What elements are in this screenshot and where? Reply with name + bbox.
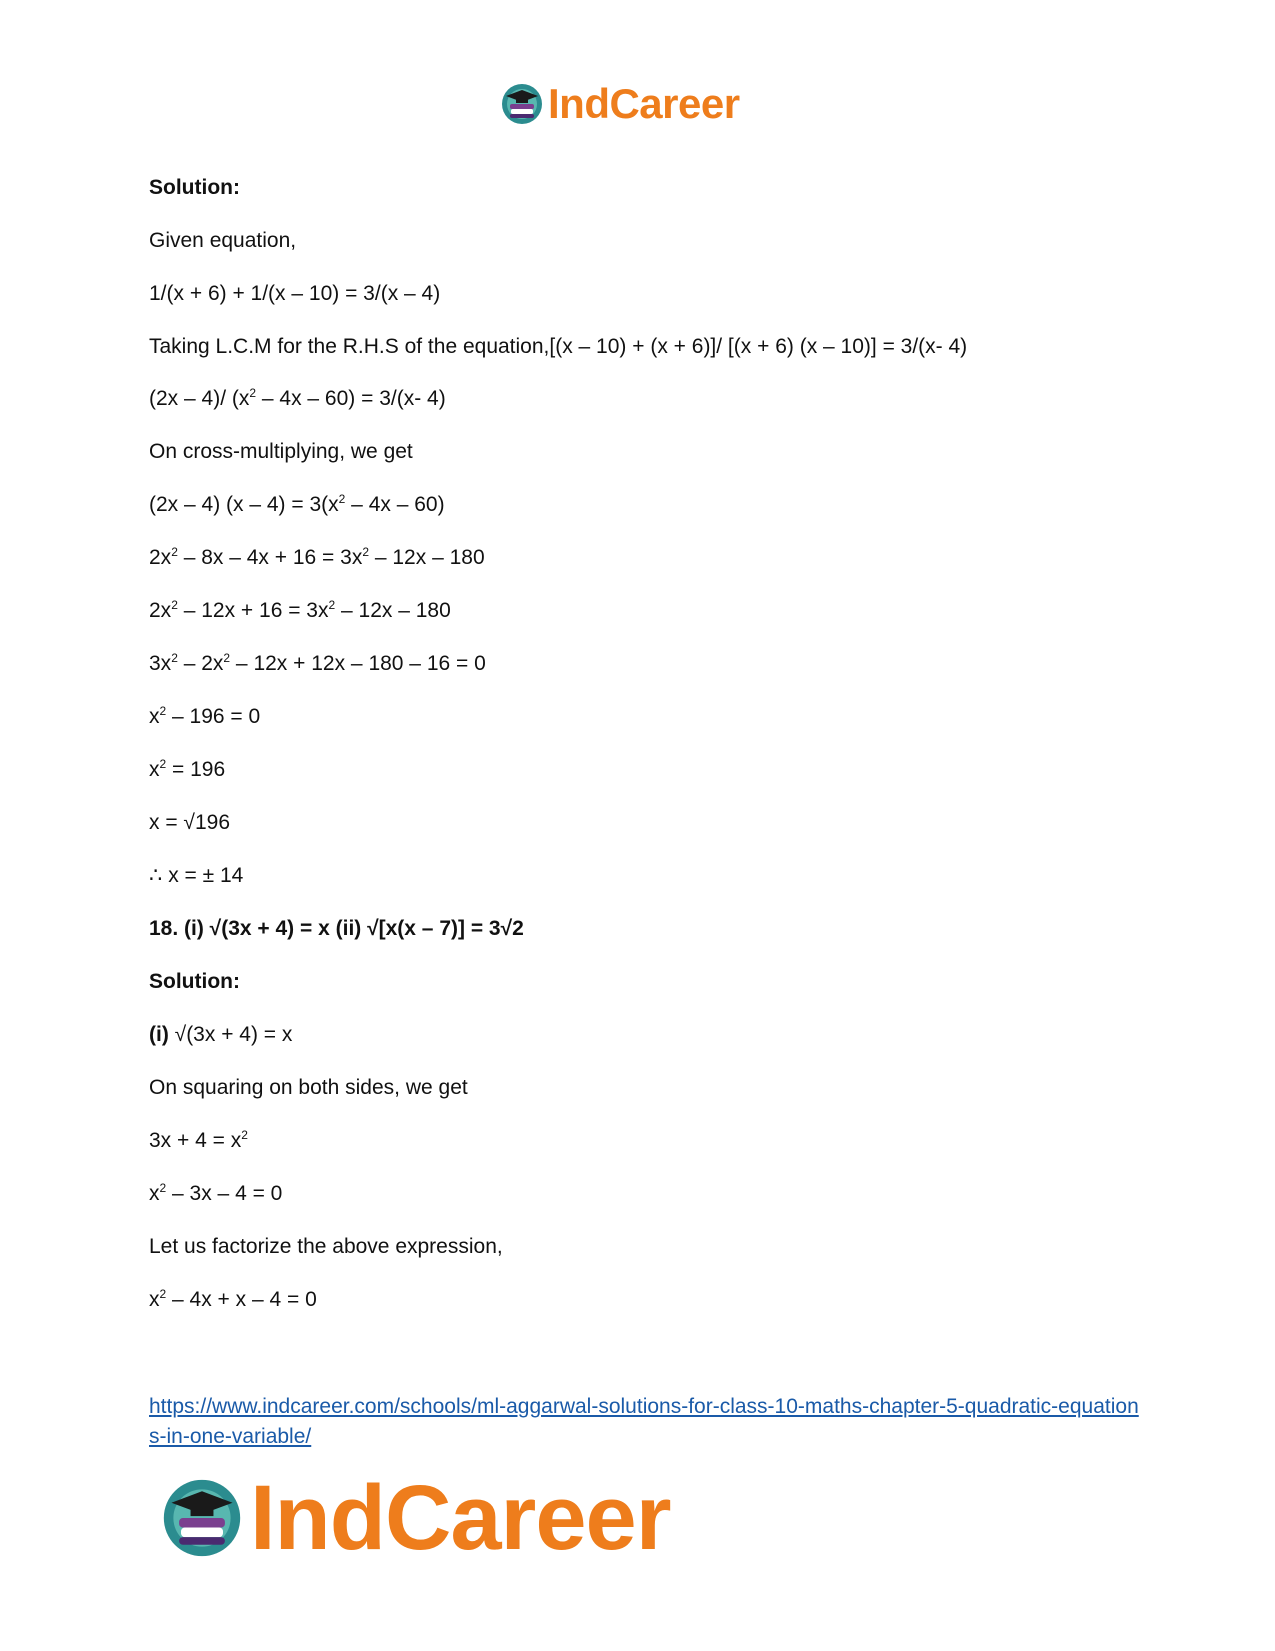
equation-line: ∴ x = ± 14 — [149, 864, 244, 887]
equation-line: $x^2 - 4x + x - 4 = 0$ — [149, 1287, 317, 1311]
equation-line: $2x^2 - 12x + 16 = 3x^2 - 12x - 180$ — [149, 598, 451, 622]
footer-logo — [160, 1468, 671, 1568]
solution-heading: Solution: — [149, 970, 240, 993]
text-line: On cross-multiplying, we get — [149, 440, 413, 463]
brand-name: IndCareer — [548, 80, 740, 127]
equation-line: (2x – 4) $(x - 4) = 3(x^2 - 4x - 60)$ — [149, 492, 445, 516]
equation-line: $3x + 4 = x^2$ — [149, 1128, 248, 1152]
equation-line: (i) √(3x + 4) = x — [149, 1023, 293, 1046]
equation-line: x = √196 — [149, 811, 230, 834]
equation-line: $3x^2 - 2x^2 - 12x + 12x - 180 - 16 = 0$ — [149, 651, 486, 675]
text-line: Taking L.C.M for the R.H.S of the equation,[(x – 10) + (x + 6)]/ [(x + 6) (x – 10)] = 3/(x- 4) — [149, 335, 968, 358]
text-line: Given equation, — [149, 229, 297, 252]
equation-line: 1/(x + 6) + 1/(x – 10) = 3/(x – 4) — [149, 282, 441, 305]
graduation-cap-books-globe-icon — [160, 1476, 244, 1560]
equation-line: $x^2 - 196 = 0$ — [149, 704, 261, 728]
brand-name: IndCareer — [250, 1466, 671, 1569]
solution-heading: Solution: — [149, 176, 240, 199]
header-logo — [500, 78, 740, 130]
equation-line: $x^2 = 196$ — [149, 757, 226, 781]
question-heading: 18. (i) √(3x + 4) = x (ii) √[x(x – 7)] = 3√2 — [149, 917, 524, 940]
equation-line: $x^2 - 3x - 4 = 0$ — [149, 1181, 283, 1205]
equation-line: $2x^2 - 8x - 4x + 16 = 3x^2 - 12x - 180$ — [149, 545, 485, 569]
text-line: On squaring on both sides, we get — [149, 1076, 468, 1099]
equation-line: (2x – 4)/ $(x^2 - 4x - 60) = 3/(x-$ 4) — [149, 386, 446, 410]
footer-url-link[interactable]: https://www.indcareer.com/schools/ml-aggarwal-solutions-for-class-10-maths-chapter-5-quadratic-equations-in-one-variable/ — [149, 1395, 1139, 1448]
text-line: Let us factorize the above expression, — [149, 1235, 503, 1258]
graduation-cap-books-globe-icon — [500, 82, 544, 126]
